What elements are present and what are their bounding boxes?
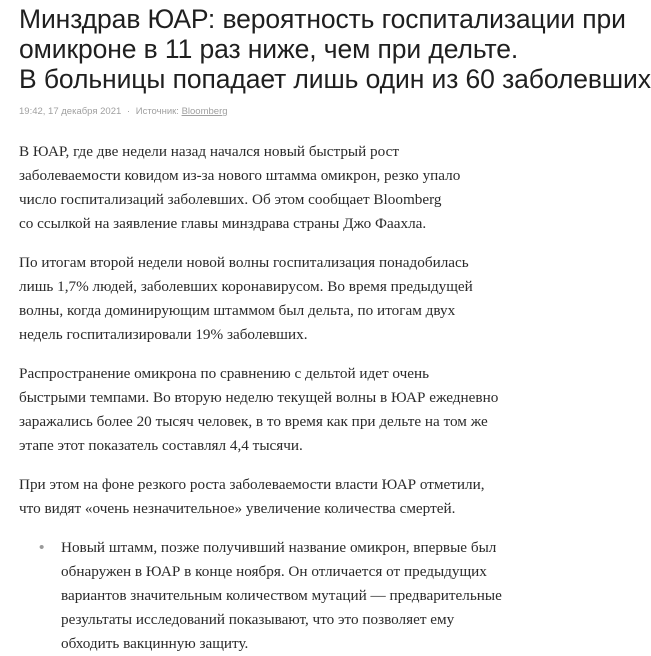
list-item bbox=[19, 536, 629, 656]
article-meta bbox=[19, 106, 228, 117]
article-paragraph bbox=[19, 140, 629, 236]
headline-line: Минздрав ЮАР: вероятность госпитализации при bbox=[19, 4, 626, 34]
source-label: Источник: bbox=[135, 106, 179, 117]
paragraph-line: Распространение омикрона по сравнению с дельтой идет очень bbox=[19, 365, 430, 382]
paragraph-line: со ссылкой на заявление главы минздрава страны Джо Фаахла. bbox=[19, 215, 427, 232]
paragraph-line: волны, когда доминирующим штаммом был дельта, по итогам двух bbox=[19, 302, 456, 319]
bullet-line: обнаружен в ЮАР в конце ноября. Он отличается от предыдущих bbox=[61, 563, 487, 580]
bullet-line: результаты исследований показывают, что это позволяет ему bbox=[61, 611, 455, 628]
paragraph-line: По итогам второй недели новой волны госпитализация понадобилась bbox=[19, 254, 469, 271]
headline-line: В больницы попадает лишь один из 60 заболевших bbox=[19, 64, 651, 94]
article-paragraph bbox=[19, 362, 629, 458]
bullet-line: обходить вакцинную защиту. bbox=[61, 635, 249, 652]
article-headline bbox=[19, 4, 651, 94]
bullet-marker: • bbox=[39, 539, 45, 556]
paragraph-line: В ЮАР, где две недели назад начался новый быстрый рост bbox=[19, 143, 399, 160]
article-paragraph bbox=[19, 251, 629, 347]
article-body bbox=[19, 140, 629, 656]
article-bullet-list bbox=[19, 536, 629, 656]
source-link[interactable]: Bloomberg bbox=[181, 106, 228, 117]
paragraph-line: При этом на фоне резкого роста заболеваемости власти ЮАР отметили, bbox=[19, 476, 485, 493]
paragraph-line: число госпитализаций заболевших. Об этом сообщает Bloomberg bbox=[19, 191, 442, 208]
paragraph-line: заражались более 20 тысяч человек, в то время как при дельте на том же bbox=[19, 413, 488, 430]
paragraph-line: этапе этот показатель составлял 4,4 тысячи. bbox=[19, 437, 303, 454]
bullet-line: вариантов значительным количеством мутаций — предварительные bbox=[61, 587, 502, 604]
paragraph-line: что видят «очень незначительное» увеличение количества смертей. bbox=[19, 500, 456, 517]
paragraph-line: быстрыми темпами. Во вторую неделю текущей волны в ЮАР ежедневно bbox=[19, 389, 499, 406]
paragraph-line: лишь 1,7% людей, заболевших коронавирусом. Во время предыдущей bbox=[19, 278, 473, 295]
meta-separator: · bbox=[126, 106, 131, 117]
bullet-line: Новый штамм, позже получивший название омикрон, впервые был bbox=[61, 539, 497, 556]
article-paragraph bbox=[19, 473, 629, 521]
paragraph-line: заболеваемости ковидом из-за нового штамма омикрон, резко упало bbox=[19, 167, 461, 184]
headline-line: омикроне в 11 раз ниже, чем при дельте. bbox=[19, 34, 519, 64]
publish-datetime: 19:42, 17 декабря 2021 bbox=[19, 106, 122, 117]
paragraph-line: недель госпитализировали 19% заболевших. bbox=[19, 326, 308, 343]
